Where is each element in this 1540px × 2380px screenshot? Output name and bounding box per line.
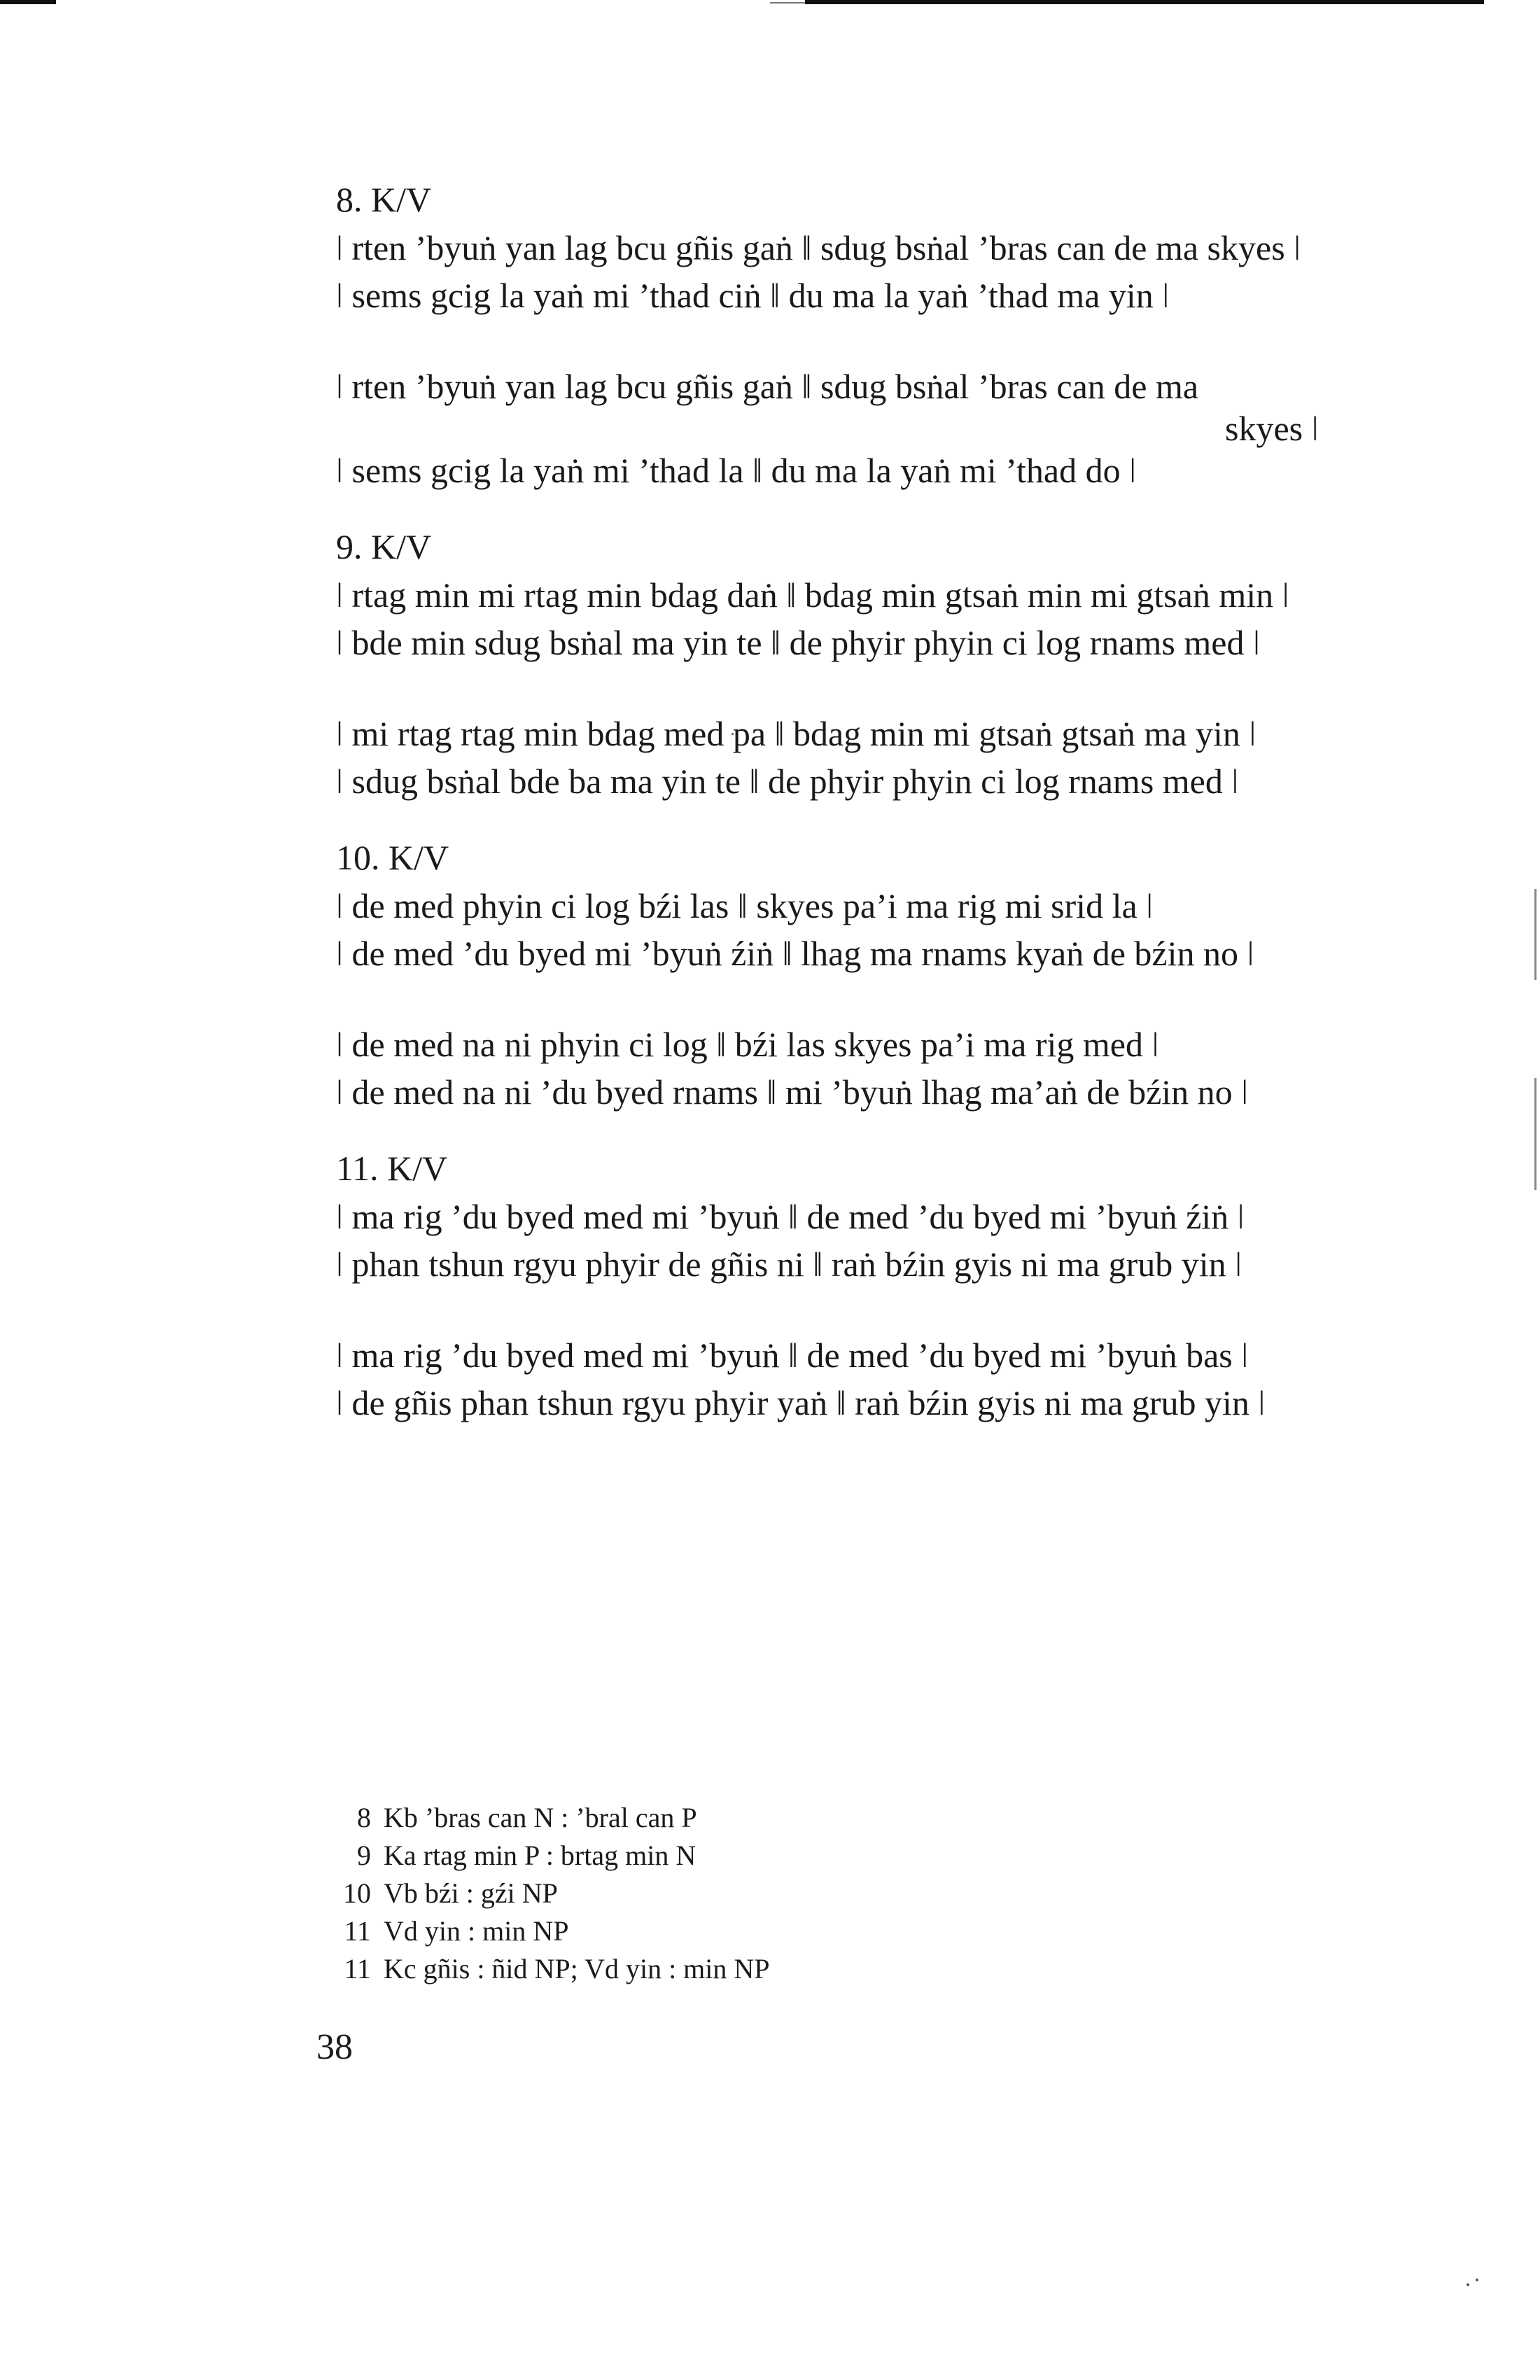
footnotes	[329, 1799, 1169, 1988]
footnote-number: 11	[344, 1915, 371, 1947]
page-speck	[1476, 2278, 1478, 2281]
verse-stanza	[336, 882, 1456, 977]
verse-content	[336, 175, 1456, 1427]
verse-line: ǀ rten ’byuṅ yan lag bcu gñis gaṅ ǁ sdug bsṅal ’bras can de ma	[336, 367, 1199, 406]
verse-stanza	[336, 224, 1456, 319]
footnote-text: Vb bźi : gźi NP	[384, 1877, 558, 1909]
footnote-number: 8	[357, 1802, 371, 1833]
top-rule	[805, 0, 1484, 4]
verse-stanza	[336, 1193, 1456, 1288]
verse-section-10	[336, 833, 1456, 1116]
verse-line: ǀ phan tshun rgyu phyir de gñis ni ǁ raṅ bźin gyis ni ma grub yin ǀ	[336, 1245, 1242, 1284]
verse-line: ǀ de med na ni ’du byed rnams ǁ mi ’byuṅ lhag ma’aṅ de bźin no ǀ	[336, 1072, 1249, 1112]
footnote-text: Kb ’bras can N : ’bral can P	[384, 1802, 697, 1833]
verse-line: ǀ rtag min mi rtag min bdag daṅ ǁ bdag min gtsaṅ min mi gtsaṅ min ǀ	[336, 575, 1289, 615]
verse-stanza	[336, 710, 1456, 805]
verse-stanza	[336, 571, 1456, 666]
verse-stanza	[336, 1331, 1456, 1427]
verse-line: ǀ mi rtag rtag min bdag med pa ǁ bdag min mi gtsaṅ gtsaṅ ma yin ǀ	[336, 714, 1256, 753]
verse-line: ǀ de gñis phan tshun rgyu phyir yaṅ ǁ raṅ bźin gyis ni ma grub yin ǀ	[336, 1383, 1266, 1422]
verse-line: ǀ de med phyin ci log bźi las ǁ skyes pa’i ma rig mi srid la ǀ	[336, 886, 1154, 925]
footnote	[329, 1837, 1169, 1875]
verse-line: ǀ de med ’du byed mi ’byuṅ źiṅ ǁ lhag ma rnams kyaṅ de bźin no ǀ	[336, 934, 1254, 973]
footnote	[329, 1799, 1169, 1837]
page-number: 38	[316, 2027, 353, 2067]
verse-line: ǀ sdug bsṅal bde ba ma yin te ǁ de phyir phyin ci log rnams med ǀ	[336, 762, 1239, 801]
page-speck	[1466, 2283, 1469, 2286]
verse-line: ǀ rten ’byuṅ yan lag bcu gñis gaṅ ǁ sdug bsṅal ’bras can de ma skyes ǀ	[336, 228, 1301, 267]
margin-mark	[1534, 889, 1536, 980]
footnote-number: 10	[343, 1877, 371, 1909]
verse-stanza	[336, 1021, 1456, 1116]
footnote	[329, 1912, 1169, 1950]
section-heading: 10. K/V	[336, 838, 449, 877]
verse-line-continuation: skyes ǀ	[1225, 409, 1319, 448]
footnote	[329, 1950, 1169, 1988]
verse-section-11	[336, 1144, 1456, 1427]
top-left-rule	[0, 0, 56, 4]
margin-mark	[1534, 1078, 1536, 1190]
footnote-text: Ka rtag min P : brtag min N	[384, 1840, 696, 1871]
verse-stanza	[336, 363, 1456, 494]
verse-line: ǀ sems gcig la yaṅ mi ’thad la ǁ du ma la yaṅ mi ’thad do ǀ	[336, 451, 1137, 490]
verse-line: ǀ ma rig ’du byed med mi ’byuṅ ǁ de med ’du byed mi ’byuṅ źiṅ ǀ	[336, 1197, 1245, 1236]
verse-section-9	[336, 522, 1456, 805]
verse-line: ǀ de med na ni phyin ci log ǁ bźi las skyes pa’i ma rig med ǀ	[336, 1025, 1159, 1064]
footnote-number: 9	[357, 1840, 371, 1871]
section-heading: 11. K/V	[336, 1149, 448, 1188]
verse-line: ǀ sems gcig la yaṅ mi ’thad ciṅ ǁ du ma la yaṅ ’thad ma yin ǀ	[336, 276, 1170, 315]
footnote	[329, 1875, 1169, 1912]
footnote-text: Kc gñis : ñid NP; Vd yin : min NP	[384, 1953, 770, 1984]
footnote-number: 11	[344, 1953, 371, 1984]
verse-line: ǀ bde min sdug bsṅal ma yin te ǁ de phyir phyin ci log rnams med ǀ	[336, 623, 1260, 662]
section-heading: 9. K/V	[336, 527, 432, 566]
verse-line: ǀ ma rig ’du byed med mi ’byuṅ ǁ de med ’du byed mi ’byuṅ bas ǀ	[336, 1336, 1249, 1375]
verse-section-8	[336, 175, 1456, 494]
section-heading: 8. K/V	[336, 180, 432, 219]
footnote-text: Vd yin : min NP	[384, 1915, 569, 1947]
